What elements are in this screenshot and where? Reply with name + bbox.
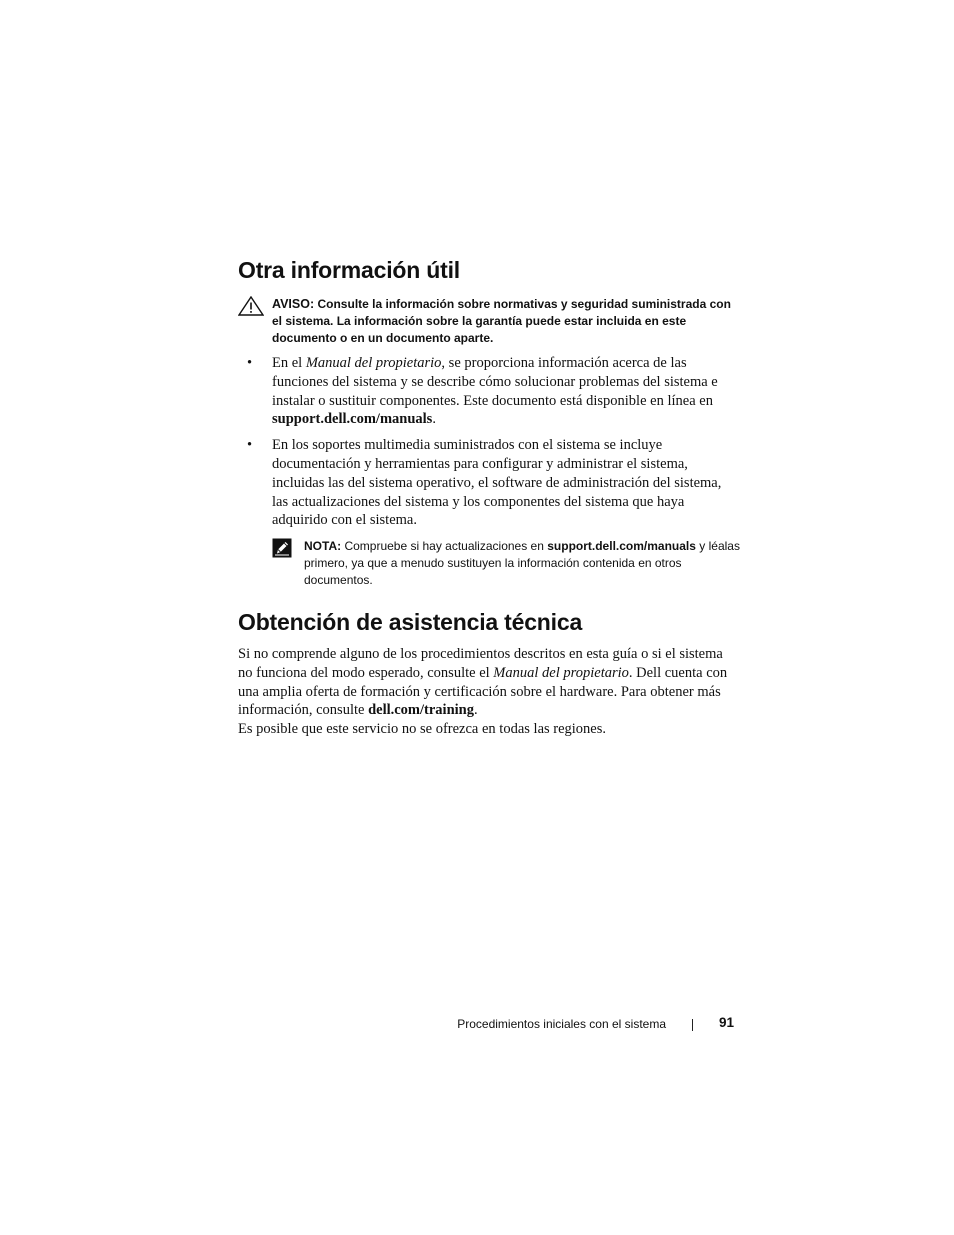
footer-separator bbox=[692, 1019, 693, 1031]
page-number: 91 bbox=[718, 1015, 734, 1030]
nota-support-link[interactable]: support.dell.com/manuals bbox=[547, 539, 696, 553]
heading-asistencia-tecnica: Obtención de asistencia técnica bbox=[238, 609, 583, 635]
nota-label: NOTA: bbox=[304, 539, 342, 553]
bullet-1-mid: , se proporciona información acerca de las funciones del sistema y se describe cómo solucionar problemas del sistema e instalar o sustituir componentes. Este documento está disponible en línea en bbox=[272, 355, 718, 409]
para-end: . bbox=[474, 702, 478, 719]
para-post: . Dell cuenta con una amplia oferta de formación y certificación sobre el hardware. Para obtener más información, consulte bbox=[238, 664, 728, 719]
bullet-marker: • bbox=[247, 355, 253, 371]
aviso-label: AVISO: bbox=[272, 297, 315, 311]
bullet-1-pre: En el bbox=[272, 355, 306, 371]
nota-text bbox=[304, 538, 742, 589]
bullet-1-italic: Manual del propietario bbox=[305, 355, 442, 371]
para-regions: Es posible que este servicio no se ofrezca en todas las regiones. bbox=[238, 721, 607, 738]
para-pre: Si no comprende alguno de los procedimientos descritos en esta guía o si el sistema no funciona del modo esperado, consulte el bbox=[238, 646, 723, 681]
aviso-text bbox=[272, 296, 738, 347]
nota-notice bbox=[272, 538, 742, 589]
bullet-2-text: En los soportes multimedia suministrados con el sistema se incluye documentación y herramientas para configurar y administrar el sistema, incluidas las del sistema operativo, el software de administración del sistema, las actualizaciones del sistema y los componentes del sistema que haya adquirido con el sistema. bbox=[272, 437, 722, 529]
info-bullet-list bbox=[238, 354, 738, 537]
bullet-1-post: . bbox=[432, 411, 436, 428]
aviso-body: Consulte la información sobre normativas y seguridad suministrada con el sistema. La información sobre la garantía puede estar incluida en este documento o en un documento aparte. bbox=[272, 297, 731, 345]
aviso-notice bbox=[238, 296, 738, 347]
asistencia-paragraph bbox=[238, 645, 738, 739]
para-italic: Manual del propietario bbox=[493, 664, 629, 681]
bullet-marker: • bbox=[247, 437, 253, 454]
nota-post: y léalas primero, ya que a menudo sustituyen la información contenida en otros documentos. bbox=[304, 539, 740, 587]
nota-pre: Compruebe si hay actualizaciones en bbox=[341, 539, 548, 553]
warning-icon bbox=[238, 296, 264, 316]
support-manuals-link[interactable]: support.dell.com/manuals bbox=[272, 411, 433, 428]
footer-title: Procedimientos iniciales con el sistema bbox=[457, 1017, 666, 1031]
heading-otra-informacion: Otra información útil bbox=[238, 257, 460, 283]
list-item bbox=[238, 354, 738, 429]
list-item bbox=[238, 436, 738, 530]
pencil-note-icon bbox=[272, 538, 292, 558]
dell-training-link[interactable]: dell.com/training bbox=[368, 702, 474, 719]
